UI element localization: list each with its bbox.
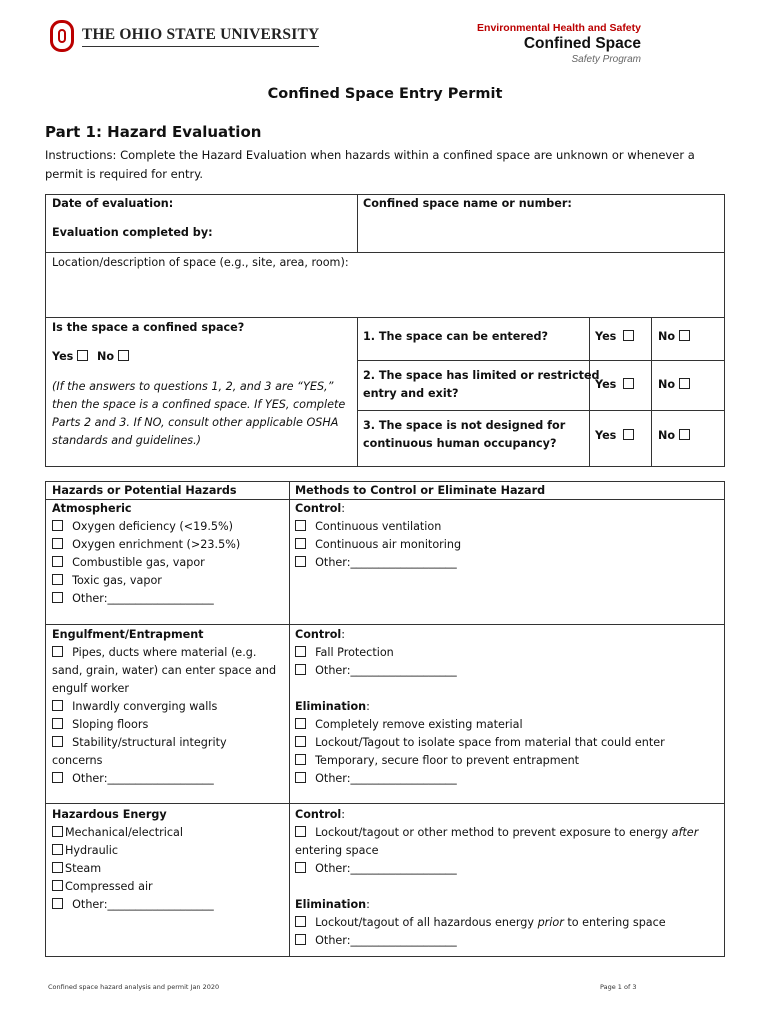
- checkbox[interactable]: [295, 664, 306, 675]
- location-label: Location/description of space (e.g., site, area, room):: [52, 256, 349, 269]
- program-name: Confined Space: [523, 35, 641, 52]
- question-2: 2. The space has limited or restricted entry and exit?: [363, 369, 600, 400]
- checkbox[interactable]: [52, 844, 63, 855]
- block-o-logo-icon: [50, 20, 74, 52]
- date-label: Date of evaluation:: [52, 197, 174, 210]
- energy-controls: Control: Lockout/tagout or other method to prevent exposure to energy after entering space Other:___________________ Elimination: Lockout/tagout of all hazardous energy prior to entering space Other:___________________: [295, 808, 699, 947]
- university-name: THE OHIO STATE UNIVERSITY: [82, 26, 319, 47]
- q1-yes: Yes: [595, 328, 636, 346]
- q3-yes: Yes: [595, 427, 636, 445]
- methods-column-header: Methods to Control or Eliminate Hazard: [295, 484, 546, 497]
- space-name-label: Confined space name or number:: [363, 197, 572, 210]
- checkbox[interactable]: [295, 646, 306, 657]
- checkbox[interactable]: [295, 862, 306, 873]
- checkbox[interactable]: [295, 538, 306, 549]
- checkbox[interactable]: [295, 772, 306, 783]
- checkbox[interactable]: [52, 538, 63, 549]
- checkbox[interactable]: [52, 898, 63, 909]
- confined-yes-no: Yes No: [52, 348, 131, 366]
- checkbox[interactable]: [295, 916, 306, 927]
- q2-no: No: [658, 376, 692, 394]
- q3-no-checkbox[interactable]: [679, 429, 690, 440]
- checkbox[interactable]: [52, 772, 63, 783]
- question-1: 1. The space can be entered?: [363, 330, 548, 343]
- atmospheric-section: Atmospheric Oxygen deficiency (<19.5%) Oxygen enrichment (>23.5%) Combustible gas, vapor Toxic gas, vapor Other:___________________: [52, 502, 241, 605]
- page-title: Confined Space Entry Permit: [267, 86, 503, 102]
- checkbox[interactable]: [52, 718, 63, 729]
- q1-no: No: [658, 328, 692, 346]
- checkbox[interactable]: [52, 592, 63, 603]
- part-heading: Part 1: Hazard Evaluation: [45, 123, 262, 141]
- checkbox[interactable]: [52, 736, 63, 747]
- question-3: 3. The space is not designed for continuous human occupancy?: [363, 419, 566, 450]
- q2-yes-checkbox[interactable]: [623, 378, 634, 389]
- program-subtitle: Safety Program: [571, 54, 641, 65]
- energy-section: Hazardous Energy Mechanical/electrical Hydraulic Steam Compressed air Other:___________________: [52, 808, 214, 911]
- engulfment-section: Engulfment/Entrapment Pipes, ducts where material (e.g. sand, grain, water) can enter space and engulf worker Inwardly converging walls Sloping floors Stability/structural integrity concerns Other:___________________: [52, 628, 277, 785]
- q1-yes-checkbox[interactable]: [623, 330, 634, 341]
- checkbox[interactable]: [52, 700, 63, 711]
- checkbox[interactable]: [295, 826, 306, 837]
- checkbox[interactable]: [52, 826, 63, 837]
- checkbox[interactable]: [52, 880, 63, 891]
- checkbox[interactable]: [52, 520, 63, 531]
- checkbox[interactable]: [52, 556, 63, 567]
- checkbox[interactable]: [295, 934, 306, 945]
- checkbox[interactable]: [52, 574, 63, 585]
- completed-by-label: Evaluation completed by:: [52, 226, 213, 239]
- checkbox[interactable]: [295, 520, 306, 531]
- q1-no-checkbox[interactable]: [679, 330, 690, 341]
- program-header: [477, 22, 641, 65]
- hazards-column-header: Hazards or Potential Hazards: [52, 484, 237, 497]
- instructions: Instructions: Complete the Hazard Evaluation when hazards within a confined space are unknown or whenever a permit is required for entry.: [45, 148, 695, 181]
- confined-no-checkbox[interactable]: [118, 350, 129, 361]
- q2-yes: Yes: [595, 376, 636, 394]
- atmospheric-controls: Control: Continuous ventilation Continuous air monitoring Other:___________________: [295, 502, 462, 569]
- engulfment-controls: Control: Fall Protection Other:___________________ Elimination: Completely remove existing material Lockout/Tagout to isolate space from material that could enter Temporary, secure floor to prevent entrapment Other:___________________: [295, 628, 665, 785]
- university-logo: [50, 20, 319, 52]
- confined-yes-checkbox[interactable]: [77, 350, 88, 361]
- footer-page-number: Page 1 of 3: [600, 983, 637, 991]
- checkbox[interactable]: [295, 718, 306, 729]
- footer-doc-name: Confined space hazard analysis and permit Jan 2020: [48, 983, 220, 991]
- confined-note: (If the answers to questions 1, 2, and 3 are “YES,” then the space is a confined space. If YES, complete Parts 2 and 3. If NO, consult other applicable OSHA standards and guidelines.): [52, 380, 346, 447]
- dept-name: Environmental Health and Safety: [477, 22, 641, 34]
- q3-yes-checkbox[interactable]: [623, 429, 634, 440]
- checkbox[interactable]: [295, 736, 306, 747]
- checkbox[interactable]: [295, 754, 306, 765]
- confined-question: Is the space a confined space?: [52, 321, 245, 334]
- checkbox[interactable]: [295, 556, 306, 567]
- checkbox[interactable]: [52, 646, 63, 657]
- q2-no-checkbox[interactable]: [679, 378, 690, 389]
- q3-no: No: [658, 427, 692, 445]
- checkbox[interactable]: [52, 862, 63, 873]
